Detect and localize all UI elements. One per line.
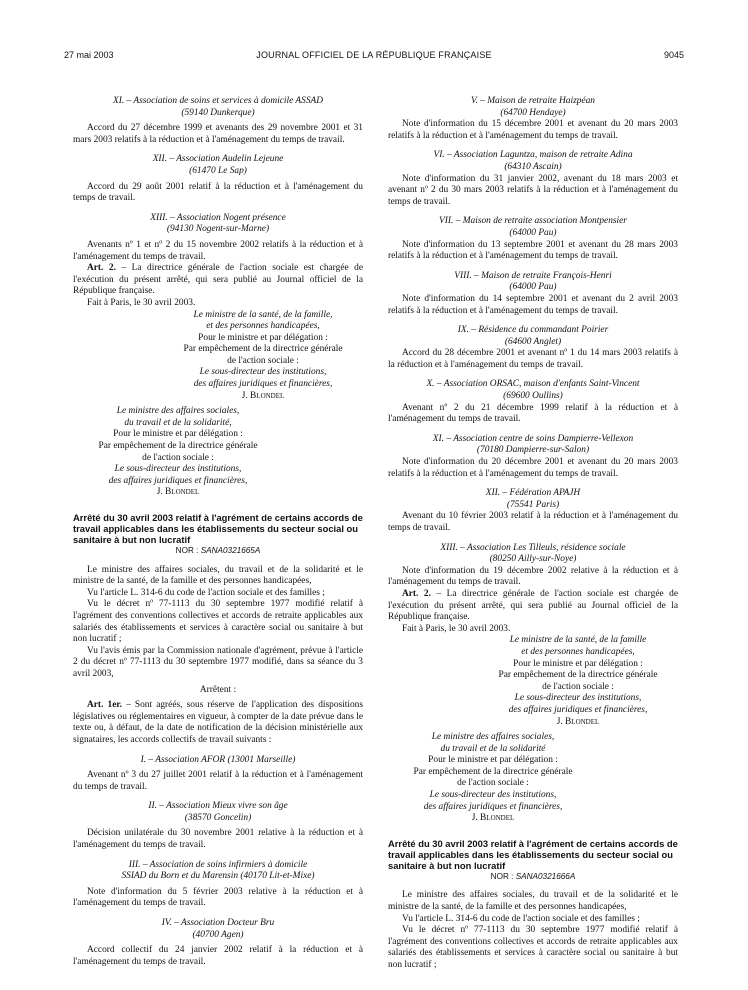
- section-heading: I. – Association AFOR (13001 Marseille): [140, 754, 296, 765]
- visa-paragraph: Le ministre des affaires sociales, du travail et de la solidarité et le ministre de la santé, de la famille et des personnes handicapées,: [388, 890, 678, 913]
- section-heading: VIII. – Maison de retraite François-Henri: [454, 270, 612, 281]
- left-column: [73, 96, 363, 968]
- section-text: Note d'information du 5 février 2003 relative à la réduction et à l'aménagement du temps de travail.: [73, 886, 363, 909]
- section-heading: III. – Association de soins infirmiers à domicile: [128, 859, 308, 870]
- header-date: 27 mai 2003: [64, 50, 114, 60]
- section-place: (64600 Anglet): [504, 336, 562, 347]
- visa-paragraph: Vu l'avis émis par la Commission nationale d'agrément, prévue à l'article 2 du décret nº 77-1113 du 30 septembre 1977 modifié, dans sa séance du 3 avril 2003,: [73, 645, 363, 679]
- signatory-line: des affaires juridiques et financières,: [423, 801, 563, 812]
- visa-paragraph: Vu le décret nº 77-1113 du 30 septembre 1977 modifié relatif à l'agrément des conventions collectives et accords de retraite applicables aux salariés des établissements et services à caractère social ou sanitaire à but non lucratif ;: [388, 925, 678, 970]
- signatory-line: des affaires juridiques et financières,: [108, 475, 248, 486]
- signatory-line: Pour le ministre et par délégation :: [198, 332, 328, 343]
- section-place: (64000 Pau): [509, 282, 557, 293]
- section-place: (64700 Hendaye): [500, 107, 566, 118]
- signatory-line: du travail et de la solidarité: [440, 743, 546, 754]
- section-heading: X. – Association ORSAC, maison d'enfants Saint-Vincent: [426, 379, 640, 390]
- section-heading: XII. – Fédération APAJH: [485, 488, 581, 499]
- article-label: Art. 1er.: [87, 700, 122, 711]
- signatory-line: de l'action sociale :: [142, 452, 214, 463]
- section-place: SSIAD du Born et du Marensin (40170 Lit-et-Mixe): [121, 871, 315, 882]
- signatory-line: de l'action sociale :: [542, 681, 614, 692]
- article-text: – La directrice générale de l'action sociale est chargée de l'exécution du présent arrêté, qui sera publié au Journal officiel de la République française.: [73, 263, 363, 297]
- section-place: (59140 Dunkerque): [181, 107, 255, 118]
- section-place: (94130 Nogent-sur-Marne): [166, 224, 270, 235]
- signatory-line: de l'action sociale :: [227, 355, 299, 366]
- article-label: Art. 2.: [87, 263, 116, 274]
- decree-title: Arrêté du 30 avril 2003 relatif à l'agrément de certains accords de travail applicables dans les établissements du secteur social ou sanitaire à but non lucratif: [388, 837, 678, 871]
- section-text: Accord du 28 décembre 2001 et avenant nº 1 du 14 mars 2003 relatifs à la réduction et à l'aménagement du temps de travail.: [388, 348, 678, 370]
- signatory-line: Le ministre des affaires sociales,: [116, 406, 240, 417]
- signatory-name: J. Blondel: [556, 716, 600, 727]
- article-1: [73, 700, 363, 746]
- article-2: [73, 263, 363, 298]
- section-text: Accord du 27 décembre 1999 et avenants des 29 novembre 2001 et 31 mars 2003 relatifs à la réduction et à l'aménagement du temps de travail.: [73, 123, 363, 145]
- signatory-name: J. Blondel: [471, 813, 515, 824]
- section-heading: XII. – Association Audelin Lejeune: [152, 154, 284, 165]
- section-place: (64310 Ascain): [504, 161, 562, 172]
- nor-code: SANA0321665A: [200, 546, 261, 555]
- signatory-line: Pour le ministre et par délégation :: [113, 429, 243, 440]
- section-place: (40700 Agen): [192, 929, 244, 940]
- signatory-line: Par empêchement de la directrice générale: [498, 670, 658, 681]
- decree-title: Arrêté du 30 avril 2003 relatif à l'agrément de certains accords de travail applicables dans les établissements du secteur social ou sanitaire à but non lucratif: [73, 512, 363, 545]
- nor-reference: [388, 871, 678, 883]
- page-number: 9045: [663, 50, 684, 60]
- section-place: (61470 Le Sap): [189, 165, 247, 176]
- signatory-line: Le sous-directeur des institutions,: [114, 464, 242, 475]
- article-text: – La directrice générale de l'action sociale est chargée de l'exécution du présent arrêté, qui sera publié au Journal officiel de la République française.: [388, 588, 678, 623]
- section-place: (69600 Oullins): [503, 391, 563, 402]
- section-place: (64000 Pau): [509, 227, 557, 238]
- visa-paragraph: Vu le décret nº 77-1113 du 30 septembre 1977 modifié relatif à l'agrément des conventions collectives et accords de retraite applicables aux salariés des établissements et services à caractère social ou sanitaire à but non lucratif ;: [73, 599, 363, 645]
- section-text: Note d'information du 13 septembre 2001 et avenant du 28 mars 2003 relatifs à la réduction et à l'aménagement du temps de travail.: [388, 239, 678, 262]
- right-column: [388, 96, 678, 972]
- section-heading: II. – Association Mieux vivre son âge: [148, 801, 288, 812]
- running-header: [64, 50, 684, 64]
- signatory-line: Le ministre de la santé, de la famille,: [193, 309, 333, 320]
- signatory-line: Pour le ministre et par délégation :: [428, 755, 558, 766]
- signatory-line: Le sous-directeur des institutions,: [514, 693, 642, 704]
- signatory-line: Le ministre des affaires sociales,: [431, 732, 555, 743]
- section-text: Avenants nº 1 et nº 2 du 15 novembre 2002 relatifs à la réduction et à l'aménagement du temps de travail.: [73, 239, 363, 262]
- section-place: (70180 Dampierre-sur-Salon): [476, 445, 590, 456]
- signatory-name: J. Blondel: [156, 487, 200, 498]
- signatory-line: et des personnes handicapées,: [521, 646, 635, 657]
- section-heading: VI. – Association Laguntza, maison de retraite Adina: [433, 150, 633, 161]
- signatory-line: Le sous-directeur des institutions,: [199, 367, 327, 378]
- section-heading: V. – Maison de retraite Haizpéan: [471, 96, 595, 106]
- article-text: – Sont agréés, sous réserve de l'application des dispositions législatives ou réglementaires en vigueur, à compter de la date prévue dans le texte ou, à défaut, de la date de notification de la décision ministérielle aux signataires, les accords collectifs de travail suivants :: [73, 700, 363, 745]
- article-2: [388, 589, 678, 624]
- section-heading: XIII. – Association Nogent présence: [150, 212, 286, 223]
- section-heading: XI. – Association centre de soins Dampierre-Vellexon: [432, 433, 634, 444]
- section-heading: IX. – Résidence du commandant Poirier: [457, 325, 609, 336]
- section-heading: XIII. – Association Les Tilleuls, résidence sociale: [440, 542, 626, 553]
- section-text: Avenant nº 2 du 21 décembre 1999 relatif à la réduction et à l'aménagement du temps de travail.: [388, 402, 678, 425]
- signatory-name: J. Blondel: [241, 390, 285, 401]
- signatory-line: du travail et de la solidarité,: [124, 417, 232, 428]
- section-text: Note d'information du 20 décembre 2001 et avenant du 20 mars 2003 relatifs à la réduction et à l'aménagement du temps de travail.: [388, 457, 678, 479]
- signatory-line: et des personnes handicapées,: [206, 321, 320, 332]
- section-place: (80250 Ailly-sur-Noye): [489, 554, 577, 565]
- section-text: Note d'information du 31 janvier 2002, avenant du 18 mars 2003 et avenant nº 2 du 30 mars 2003 relatifs à la réduction et à l'aménagement du temps de travail.: [388, 173, 678, 207]
- section-text: Décision unilatérale du 30 novembre 2001 relative à la réduction et à l'aménagement du temps de travail.: [73, 828, 363, 851]
- arretent: Arrêtent :: [199, 684, 237, 695]
- signatory-line: Le ministre de la santé, de la famille: [509, 635, 647, 646]
- fait-a-paris: Fait à Paris, le 30 avril 2003.: [87, 297, 196, 308]
- section-text: Note d'information du 19 décembre 2002 relative à la réduction et à l'aménagement du temps de travail.: [388, 565, 678, 588]
- journal-title: JOURNAL OFFICIEL DE LA RÉPUBLIQUE FRANÇAISE: [256, 50, 492, 60]
- section-text: Note d'information du 15 décembre 2001 et avenant du 20 mars 2003 relatifs à la réduction et à l'aménagement du temps de travail.: [388, 119, 678, 141]
- section-text: Accord du 29 août 2001 relatif à la réduction et à l'aménagement du temps de travail.: [73, 181, 363, 204]
- section-text: Accord collectif du 24 janvier 2002 relatif à la réduction et à l'aménagement du temps de travail.: [73, 945, 363, 967]
- nor-label: NOR :: [175, 546, 201, 555]
- section-place: (38570 Goncelin): [184, 812, 252, 823]
- nor-reference: [73, 545, 363, 557]
- section-place: (75541 Paris): [506, 499, 560, 510]
- visa-paragraph: Vu l'article L. 314-6 du code de l'action sociale et des familles ;: [402, 913, 640, 924]
- section-heading: XI. – Association de soins et services à domicile ASSAD: [112, 96, 324, 106]
- signatory-line: Pour le ministre et par délégation :: [513, 658, 643, 669]
- signatory-line: des affaires juridiques et financières,: [508, 704, 648, 715]
- signatory-line: Par empêchement de la directrice générale: [183, 344, 343, 355]
- section-text: Avenant du 10 février 2003 relatif à la réduction et à l'aménagement du temps de travail.: [388, 511, 678, 533]
- nor-code: SANA0321666A: [515, 871, 576, 881]
- nor-label: NOR :: [490, 871, 516, 881]
- signatory-line: des affaires juridiques et financières,: [193, 379, 333, 390]
- section-text: Avenant nº 3 du 27 juillet 2001 relatif à la réduction et à l'aménagement du temps de travail.: [73, 770, 363, 792]
- signatory-line: Par empêchement de la directrice générale: [413, 766, 573, 777]
- signatory-line: de l'action sociale :: [457, 778, 529, 789]
- signatory-line: Le sous-directeur des institutions,: [429, 790, 557, 801]
- visa-paragraph: Vu l'article L. 314-6 du code de l'action sociale et des familles ;: [87, 587, 325, 598]
- section-text: Note d'information du 14 septembre 2001 et avenant du 2 avril 2003 relatifs à la réduction et à l'aménagement du temps de travail.: [388, 293, 678, 316]
- visa-paragraph: Le ministre des affaires sociales, du travail et de la solidarité et le ministre de la santé, de la famille et des personnes handicapées,: [73, 564, 363, 587]
- article-label: Art. 2.: [402, 588, 431, 599]
- fait-a-paris: Fait à Paris, le 30 avril 2003.: [402, 623, 511, 634]
- section-heading: IV. – Association Docteur Bru: [161, 918, 275, 929]
- section-heading: VII. – Maison de retraite association Montpensier: [439, 216, 627, 227]
- signatory-line: Par empêchement de la directrice générale: [98, 441, 258, 452]
